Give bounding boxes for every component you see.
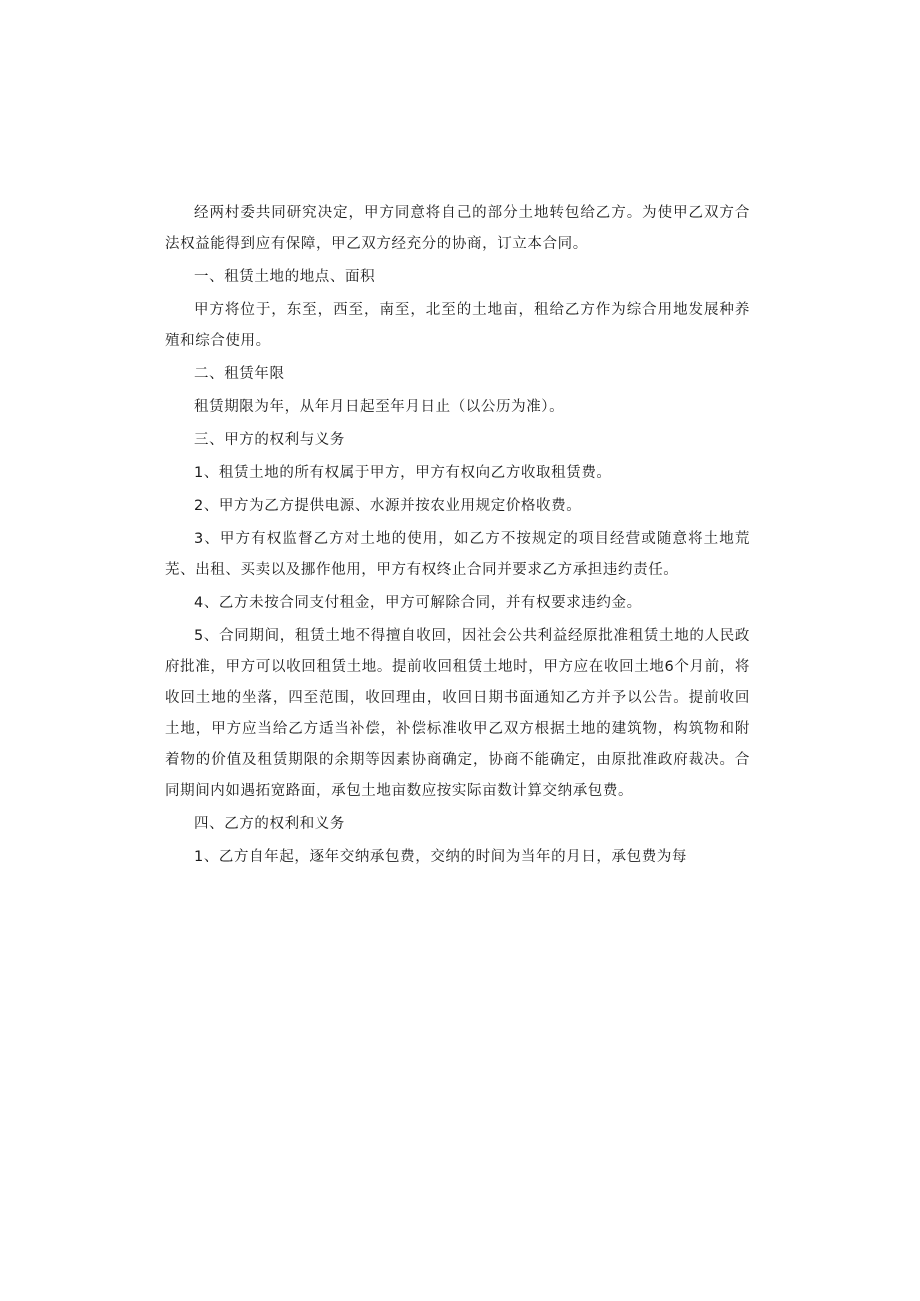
contract-body [165,198,750,873]
section-3-item-4: 4、乙方未按合同支付租金，甲方可解除合同，并有权要求违约金。 [194,595,642,611]
intro-paragraph: 经两村委共同研究决定，甲方同意将自己的部分土地转包给乙方。为使甲乙双方合法权益能得到应有保障，甲乙双方经充分的协商，订立本合同。 [165,205,750,252]
section-3-item-2: 2、甲方为乙方提供电源、水源并按农业用规定价格收费。 [194,498,582,514]
section-3-item-1: 1、租赁土地的所有权属于甲方，甲方有权向乙方收取租赁费。 [194,465,612,481]
section-2-heading: 二、租赁年限 [194,366,285,382]
section-4-heading: 四、乙方的权利和义务 [194,816,345,832]
section-1-body: 甲方将位于，东至，西至，南至，北至的土地亩，租给乙方作为综合用地发展种养殖和综合使用。 [165,302,750,349]
section-3-heading: 三、甲方的权利与义务 [194,432,345,448]
section-2-body: 租赁期限为年，从年月日起至年月日止（以公历为准）。 [194,399,565,415]
section-1-heading: 一、租赁土地的地点、面积 [194,269,376,285]
section-3-item-5: 5、合同期间，租赁土地不得擅自收回，因社会公共利益经原批准租赁土地的人民政府批准，甲方可以收回租赁土地。提前收回租赁土地时，甲方应在收回土地6个月前，将收回土地的坐落，四至范围，收回理由，收回日期书面通知乙方并予以公告。提前收回土地，甲方应当给乙方适当补偿，补偿标准收甲乙双方根据土地的建筑物，构筑物和附着物的价值及租赁期限的余期等因素协商确定，协商不能确定，由原批准政府裁决。合同期间内如遇拓宽路面，承包土地亩数应按实际亩数计算交纳承包费。 [165,628,750,799]
section-3-item-3: 3、甲方有权监督乙方对土地的使用，如乙方不按规定的项目经营或随意将土地荒芜、出租、买卖以及挪作他用，甲方有权终止合同并要求乙方承担违约责任。 [165,531,750,578]
section-4-item-1: 1、乙方自年起，逐年交纳承包费，交纳的时间为当年的月日，承包费为每 [194,849,688,865]
